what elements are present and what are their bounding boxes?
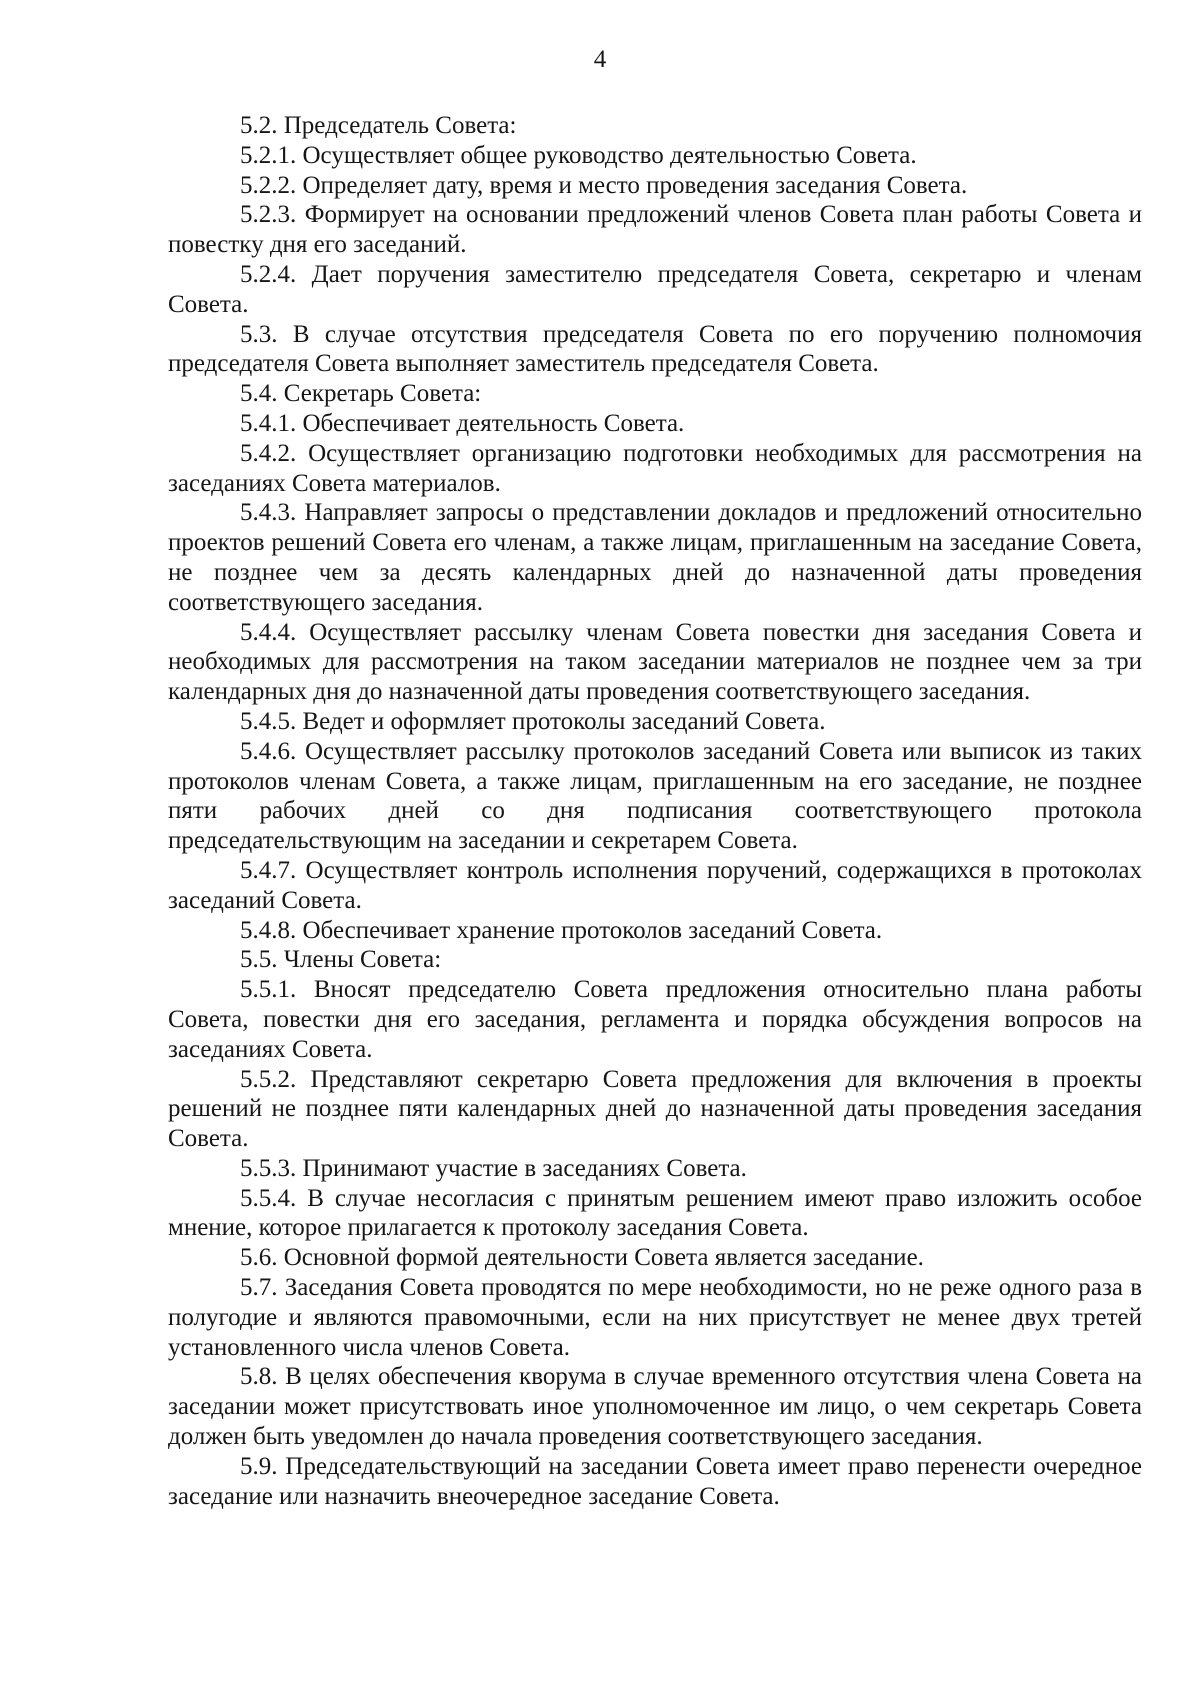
paragraph-5-5-4: 5.5.4. В случае несогласия с принятым решением имеют право изложить особое мнение, которое прилагается к протоколу заседания Совета. xyxy=(168,1184,1142,1242)
paragraph-5-4-1: 5.4.1. Обеспечивает деятельность Совета. xyxy=(240,409,685,437)
page-number: 4 xyxy=(593,46,607,73)
paragraph-5-3: 5.3. В случае отсутствия председателя Совета по его поручению полномочия председателя Совета выполняет заместитель председателя Совета. xyxy=(168,320,1142,378)
paragraph-5-2-1: 5.2.1. Осуществляет общее руководство деятельностью Совета. xyxy=(240,141,917,169)
paragraph-5-4-7: 5.4.7. Осуществляет контроль исполнения поручений, содержащихся в протоколах заседаний Совета. xyxy=(168,856,1142,914)
document-body xyxy=(168,111,1142,1511)
paragraph-5-5-2: 5.5.2. Представляют секретарю Совета предложения для включения в проекты решений не позднее пяти календарных дней до назначенной даты проведения заседания Совета. xyxy=(168,1065,1142,1153)
paragraph-5-4-8: 5.4.8. Обеспечивает хранение протоколов заседаний Совета. xyxy=(240,916,883,944)
paragraph-5-5: 5.5. Члены Совета: xyxy=(240,946,442,974)
paragraph-5-4-2: 5.4.2. Осуществляет организацию подготовки необходимых для рассмотрения на заседаниях Совета материалов. xyxy=(168,439,1142,497)
paragraph-5-6: 5.6. Основной формой деятельности Совета является заседание. xyxy=(240,1244,924,1272)
paragraph-5-2-2: 5.2.2. Определяет дату, время и место проведения заседания Совета. xyxy=(240,171,968,199)
paragraph-5-8: 5.8. В целях обеспечения кворума в случае временного отсутствия члена Совета на заседании может присутствовать иное уполномоченное им лицо, о чем секретарь Совета должен быть уведомлен до начала проведения соответствующего заседания. xyxy=(168,1363,1142,1451)
paragraph-5-4-3: 5.4.3. Направляет запросы о представлении докладов и предложений относительно проектов решений Совета его членам, а также лицам, приглашенным на заседание Совета, не позднее чем за десять календарных дней до назначенной даты проведения соответствующего заседания. xyxy=(168,499,1142,616)
paragraph-5-4-5: 5.4.5. Ведет и оформляет протоколы заседаний Совета. xyxy=(240,707,826,735)
paragraph-5-5-1: 5.5.1. Вносят председателю Совета предложения относительно плана работы Совета, повестки дня его заседания, регламента и порядка обсуждения вопросов на заседаниях Совета. xyxy=(168,976,1142,1063)
paragraph-5-2: 5.2. Председатель Совета: xyxy=(240,112,517,139)
paragraph-5-4-6: 5.4.6. Осуществляет рассылку протоколов заседаний Совета или выписок из таких протоколов членам Совета, а также лицам, приглашенным на его заседание, не позднее пяти рабочих дней со дня подписания соответствующего протокола председательствующим на заседании и секретарем Совета. xyxy=(168,737,1142,855)
paragraph-5-4-4: 5.4.4. Осуществляет рассылку членам Совета повестки дня заседания Совета и необходимых для рассмотрения на таком заседании материалов не позднее чем за три календарных дня до назначенной даты проведения соответствующего заседания. xyxy=(168,618,1142,706)
paragraph-5-9: 5.9. Председательствующий на заседании Совета имеет право перенести очередное заседание или назначить внеочередное заседание Совета. xyxy=(168,1452,1142,1510)
paragraph-5-2-4: 5.2.4. Дает поручения заместителю председателя Совета, секретарю и членам Совета. xyxy=(168,260,1142,318)
paragraph-5-5-3: 5.5.3. Принимают участие в заседаниях Совета. xyxy=(240,1154,747,1182)
paragraph-5-4: 5.4. Секретарь Совета: xyxy=(240,380,482,408)
paragraph-5-2-3: 5.2.3. Формирует на основании предложений членов Совета план работы Совета и повестку дня его заседаний. xyxy=(168,201,1142,259)
paragraph-5-7: 5.7. Заседания Совета проводятся по мере необходимости, но не реже одного раза в полугодие и являются правомочными, если на них присутствует не менее двух третей установленного числа членов Совета. xyxy=(168,1274,1142,1361)
